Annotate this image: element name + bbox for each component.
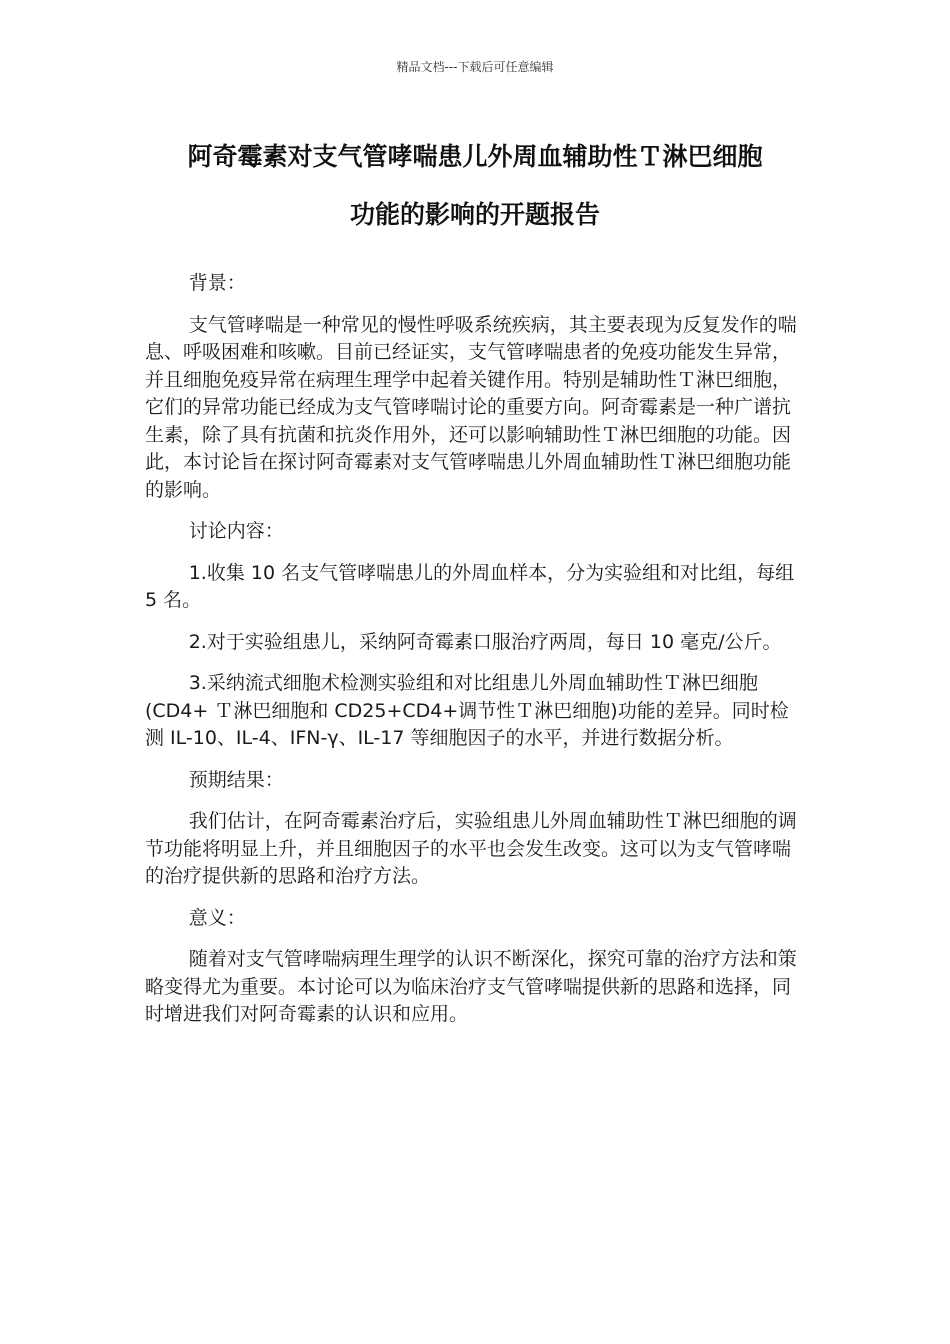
section-heading-content: 讨论内容： <box>188 520 284 542</box>
header-note: 精品文档---下载后可任意编辑 <box>396 60 554 74</box>
paragraph-step-3: 3.采纳流式细胞术检测实验组和对比组患儿外周血辅助性Ｔ淋巴细胞(CD4+ Ｔ淋巴细胞和 CD25+CD4+调节性Ｔ淋巴细胞)功能的差异。同时检测 IL-10、IL-4、IFN-γ、IL-17 等细胞因子的水平，并进行数据分析。 <box>145 672 789 749</box>
section-heading-expected: 预期结果： <box>188 768 284 791</box>
section-heading-significance: 意义： <box>188 906 246 929</box>
title-line-1: 阿奇霉素对支气管哮喘患儿外周血辅助性Ｔ淋巴细胞 <box>187 142 763 171</box>
paragraph-expected: 我们估计，在阿奇霉素治疗后，实验组患儿外周血辅助性Ｔ淋巴细胞的调节功能将明显上升，并且细胞因子的水平也会发生改变。这可以为支气管哮喘的治疗提供新的思路和治疗方法。 <box>145 810 797 887</box>
document-body <box>145 270 805 1043</box>
title-line-2: 功能的影响的开题报告 <box>349 200 600 229</box>
paragraph-significance: 随着对支气管哮喘病理生理学的认识不断深化，探究可靠的治疗方法和策略变得尤为重要。本讨论可以为临床治疗支气管哮喘提供新的思路和选择，同时增进我们对阿奇霉素的认识和应用。 <box>145 948 797 1025</box>
paragraph-step-2: 2.对于实验组患儿，采纳阿奇霉素口服治疗两周，每日 10 毫克/公斤。 <box>188 630 782 653</box>
section-heading-background: 背景： <box>188 272 246 294</box>
paragraph-step-1: 1.收集 10 名支气管哮喘患儿的外周血样本，分为实验组和对比组，每组 5 名。 <box>145 561 795 611</box>
paragraph-background: 支气管哮喘是一种常见的慢性呼吸系统疾病，其主要表现为反复发作的喘息、呼吸困难和咳嗽。目前已经证实，支气管哮喘患者的免疫功能发生异常，并且细胞免疫异常在病理生理学中起着关键作用。特别是辅助性Ｔ淋巴细胞，它们的异常功能已经成为支气管哮喘讨论的重要方向。阿奇霉素是一种广谱抗生素，除了具有抗菌和抗炎作用外，还可以影响辅助性Ｔ淋巴细胞的功能。因此，本讨论旨在探讨阿奇霉素对支气管哮喘患儿外周血辅助性Ｔ淋巴细胞功能的影响。 <box>145 313 797 501</box>
document-title <box>130 128 820 244</box>
